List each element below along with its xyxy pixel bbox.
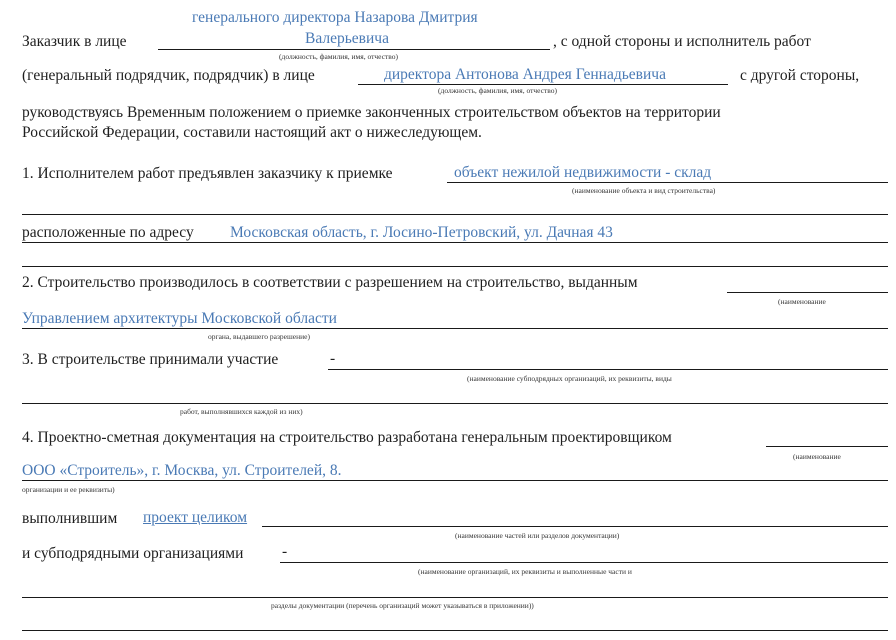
customer-caption: (должность, фамилия, имя, отчество) (279, 52, 399, 61)
item1-object-underline (447, 182, 888, 183)
address-underline (22, 242, 888, 243)
item2-authority-underline (22, 328, 888, 329)
customer-fill-underline (158, 49, 550, 50)
performed-fill: проект целиком (143, 509, 248, 526)
customer-label: Заказчик в лице (22, 33, 127, 50)
performed-label: выполнившим (22, 510, 118, 527)
customer-position-fill-line2: Валерьевича (305, 30, 389, 47)
address-fill: Московская область, г. Лосино-Петровский, ул. Дачная 43 (230, 224, 613, 241)
item4-designer-fill: ООО «Строитель», г. Москва, ул. Строителей, 8. (22, 462, 342, 479)
subcontractors-fill: - (282, 543, 288, 560)
final-line (22, 630, 888, 631)
item3-extra-line (22, 403, 888, 404)
item4-caption-2: организации и ее реквизиты) (22, 485, 115, 494)
one-side-text: , с одной стороны и исполнитель работ (553, 33, 811, 50)
item4-designer-underline (22, 480, 888, 481)
item2-underline-short (727, 292, 888, 293)
customer-position-fill-line1: генерального директора Назарова Дмитрия (192, 9, 478, 26)
contractor-label: (генеральный подрядчик, подрядчик) в лице (22, 67, 315, 84)
address-label: расположенные по адресу (22, 224, 194, 241)
subcontractors-label: и субподрядными организациями (22, 545, 244, 562)
item4-caption-1: (наименование (793, 452, 841, 461)
other-side-text: с другой стороны, (740, 67, 860, 84)
item4-label: 4. Проектно-сметная документация на строительство разработана генеральным проектировщиком (22, 429, 672, 446)
subcontractors-caption-1: (наименование организаций, их реквизиты и выполненные части и (418, 567, 632, 576)
item2-authority-fill: Управлением архитектуры Московской области (22, 310, 337, 327)
performed-underline (262, 526, 888, 527)
item1-extra-line (22, 214, 888, 215)
item3-underline (328, 369, 888, 370)
contractor-caption: (должность, фамилия, имя, отчество) (438, 86, 558, 95)
item1-caption: (наименование объекта и вид строительства) (572, 186, 716, 195)
performed-caption: (наименование частей или разделов документации) (455, 531, 620, 540)
contractor-position-fill: директора Антонова Андрея Геннадьевича (384, 66, 666, 83)
item3-label: 3. В строительстве принимали участие (22, 351, 279, 368)
item3-caption-1: (наименование субподрядных организаций, их реквизиты, виды (467, 374, 672, 383)
guided-text-line2: Российской Федерации, составили настоящий акт о нижеследующем. (22, 124, 482, 141)
item1-object-fill: объект нежилой недвижимости - склад (454, 164, 712, 181)
item2-label: 2. Строительство производилось в соответствии с разрешением на строительство, выданным (22, 274, 638, 291)
item4-underline-short (766, 446, 888, 447)
subcontractors-caption-2: разделы документации (перечень организаций может указываться в приложении)) (271, 601, 534, 610)
subcontractors-extra-line (22, 597, 888, 598)
item3-participants-fill: - (330, 350, 336, 367)
item2-caption-1: (наименование (778, 297, 826, 306)
address-extra-line (22, 266, 888, 267)
subcontractors-underline (280, 562, 888, 563)
item3-caption-2: работ, выполнявшихся каждой из них) (180, 407, 303, 416)
guided-text-line1: руководствуясь Временным положением о приемке законченных строительством объектов на территории (22, 104, 721, 121)
item2-caption-2: органа, выдавшего разрешение) (208, 332, 310, 341)
item1-label: 1. Исполнителем работ предъявлен заказчику к приемке (22, 165, 393, 182)
contractor-fill-underline (358, 84, 728, 85)
